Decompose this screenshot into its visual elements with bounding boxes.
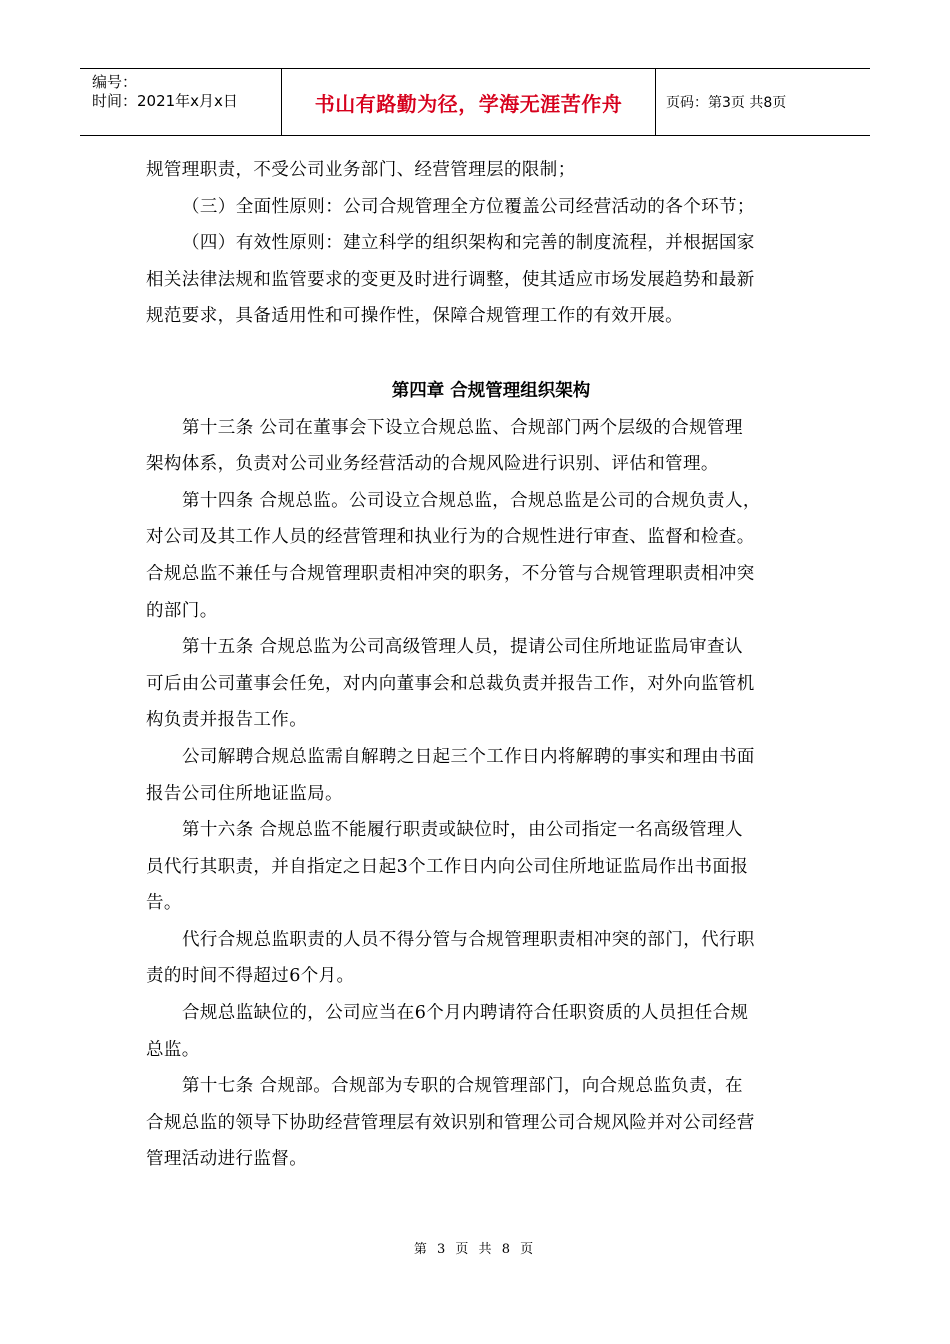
paragraph-line: （三）全面性原则：公司合规管理全方位覆盖公司经营活动的各个环节； [182,196,755,217]
paragraph-line: 代行合规总监职责的人员不得分管与合规管理职责相冲突的部门，代行职 [182,929,755,950]
paragraph-line: 规管理职责，不受公司业务部门、经营管理层的限制； [146,160,576,180]
paragraph-line: 第十三条 公司在董事会下设立合规总监、合规部门两个层级的合规管理 [182,417,743,438]
spacer [146,335,816,373]
paragraph-line: 报告公司住所地证监局。 [146,783,343,804]
paragraph-line: 合规总监的领导下协助经营管理层有效识别和管理公司合规风险并对公司经营 [146,1112,755,1133]
paragraph-line: 告。 [146,893,182,914]
code-label: 编号： [92,73,138,91]
header-page-cell [656,69,870,135]
paragraph-line: 第十六条 合规总监不能履行职责或缺位时，由公司指定一名高级管理人 [182,820,743,841]
page-header [80,68,870,136]
paragraph-line: 管理活动进行监督。 [146,1149,308,1170]
paragraph-line: 合规总监缺位的，公司应当在6个月内聘请符合任职资质的人员担任合规 [182,1003,749,1024]
paragraph-line: 合规总监不兼任与合规管理职责相冲突的职务，不分管与合规管理职责相冲突 [146,563,755,584]
chapter-title: 第四章 合规管理组织架构 [391,380,591,401]
header-motto-cell [282,69,656,135]
paragraph-line: 公司解聘合规总监需自解聘之日起三个工作日内将解聘的事实和理由书面 [182,746,755,767]
paragraph-line: 构负责并报告工作。 [146,710,308,731]
paragraph-line: 对公司及其工作人员的经营管理和执业行为的合规性进行审查、监督和检查。 [146,527,755,548]
date-label: 时间：2021年x月x日 [92,92,238,110]
paragraph-line: 第十七条 合规部。合规部为专职的合规管理部门，向合规总监负责，在 [182,1076,743,1097]
paragraph-line: 的部门。 [146,600,218,621]
paragraph-line: （四）有效性原则：建立科学的组织架构和完善的制度流程，并根据国家 [182,233,755,254]
paragraph-line: 规范要求，具备适用性和可操作性，保障合规管理工作的有效开展。 [146,306,683,327]
motto-text: 书山有路勤为径，学海无涯苦作舟 [314,91,623,116]
paragraph-line: 第十五条 合规总监为公司高级管理人员，提请公司住所地证监局审查认 [182,637,743,658]
document-body [146,152,816,1178]
paragraph-line: 相关法律法规和监管要求的变更及时进行调整，使其适应市场发展趋势和最新 [146,269,755,290]
paragraph-line: 总监。 [146,1039,200,1060]
paragraph-line: 员代行其职责，并自指定之日起3个工作日内向公司住所地证监局作出书面报 [146,856,749,877]
page-info: 页码：第3页 共8页 [666,95,787,111]
footer-page-number: 第 3 页 共 8 页 [413,1242,537,1257]
paragraph-line: 可后由公司董事会任免，对内向董事会和总裁负责并报告工作，对外向监管机 [146,673,755,694]
paragraph-line: 责的时间不得超过6个月。 [146,966,355,987]
paragraph-line: 第十四条 合规总监。公司设立合规总监，合规总监是公司的合规负责人， [182,490,761,511]
header-meta-cell [80,69,282,135]
page-footer [0,1238,950,1257]
paragraph-line: 架构体系，负责对公司业务经营活动的合规风险进行识别、评估和管理。 [146,454,719,475]
